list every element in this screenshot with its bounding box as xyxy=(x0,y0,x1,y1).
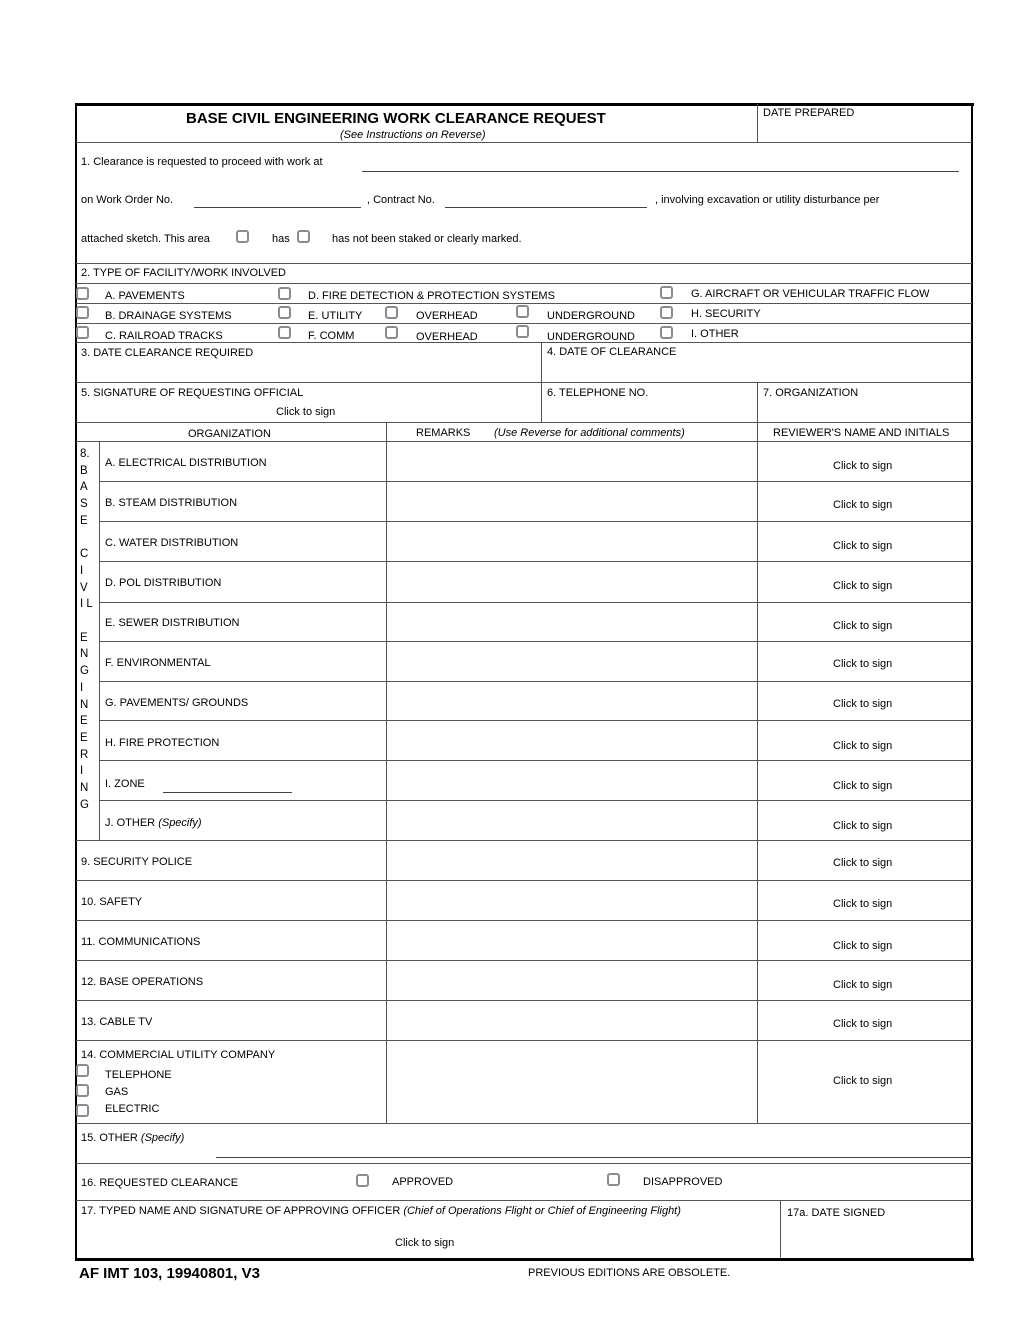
form-top-border xyxy=(75,103,974,106)
security-checkbox[interactable] xyxy=(660,306,673,319)
row-label-other xyxy=(105,818,202,829)
divider xyxy=(100,760,972,761)
divider xyxy=(76,960,972,961)
pavements-checkbox[interactable] xyxy=(76,287,89,300)
divider xyxy=(100,481,972,482)
comm-label: F. COMM xyxy=(308,330,355,342)
vertical-char: E xyxy=(80,514,88,527)
remarks-security-police[interactable] xyxy=(388,842,756,879)
remarks-cable-tv[interactable] xyxy=(388,1002,756,1039)
remarks-safety[interactable] xyxy=(388,882,756,919)
vertical-char: C xyxy=(80,548,89,561)
vertical-char: I xyxy=(80,564,84,577)
row-label-steam: B. STEAM DISTRIBUTION xyxy=(105,497,238,509)
row-label-electrical: A. ELECTRICAL DISTRIBUTION xyxy=(105,457,267,469)
divider xyxy=(76,1040,972,1041)
row-label-commercial-utility: 14. COMMERCIAL UTILITY COMPANY xyxy=(81,1049,276,1061)
divider xyxy=(757,382,758,422)
vertical-char: 8. xyxy=(80,448,90,460)
obsolete-notice: PREVIOUS EDITIONS ARE OBSOLETE. xyxy=(528,1267,731,1279)
sign-pol-button[interactable]: Click to sign xyxy=(833,580,893,592)
approving-officer-sign-button[interactable]: Click to sign xyxy=(395,1237,455,1249)
remarks-steam[interactable] xyxy=(388,483,756,520)
divider xyxy=(100,561,972,562)
sign-safety-button[interactable]: Click to sign xyxy=(833,898,893,910)
work-order-label: on Work Order No. xyxy=(81,194,174,206)
divider xyxy=(386,422,387,1123)
approved-label: APPROVED xyxy=(392,1176,454,1188)
vertical-char: G xyxy=(80,798,89,811)
form-title: BASE CIVIL ENGINEERING WORK CLEARANCE REQUEST xyxy=(186,110,606,127)
sketch-text: attached sketch. This area xyxy=(81,233,210,245)
divider xyxy=(76,920,972,921)
disapproved-label: DISAPPROVED xyxy=(643,1176,723,1188)
sign-fire-protection-button[interactable]: Click to sign xyxy=(833,740,893,752)
comm-checkbox[interactable] xyxy=(278,326,291,339)
utility-label: E. UTILITY xyxy=(308,310,363,322)
vertical-char: E xyxy=(80,715,88,728)
sign-steam-button[interactable]: Click to sign xyxy=(833,499,893,511)
approving-officer-label xyxy=(81,1206,681,1217)
divider xyxy=(76,422,972,423)
divider xyxy=(757,422,758,1123)
row-label-cable-tv: 13. CABLE TV xyxy=(81,1016,153,1028)
utility-checkbox[interactable] xyxy=(278,306,291,319)
col-remarks-note: (Use Reverse for additional comments) xyxy=(494,427,685,439)
sign-zone-button[interactable]: Click to sign xyxy=(833,780,893,792)
divider xyxy=(76,840,972,841)
sign-environmental-button[interactable]: Click to sign xyxy=(833,658,893,670)
fire-detection-checkbox[interactable] xyxy=(278,287,291,300)
sign-communications-button[interactable]: Click to sign xyxy=(833,940,893,952)
vertical-char: B xyxy=(80,464,88,477)
sign-security-police-button[interactable]: Click to sign xyxy=(833,857,893,869)
vertical-char: A xyxy=(80,481,88,494)
aircraft-traffic-checkbox[interactable] xyxy=(660,286,673,299)
date-prepared-field[interactable] xyxy=(758,120,970,140)
organization-field[interactable] xyxy=(759,402,970,422)
vertical-char: N xyxy=(80,648,89,661)
row-label-water: C. WATER DISTRIBUTION xyxy=(105,537,239,549)
drainage-label: B. DRAINAGE SYSTEMS xyxy=(105,310,232,322)
sign-other-button[interactable]: Click to sign xyxy=(833,820,893,832)
divider xyxy=(76,323,972,324)
electric-option-label: ELECTRIC xyxy=(105,1103,160,1115)
col-reviewer: REVIEWER'S NAME AND INITIALS xyxy=(773,427,950,439)
has-not-label: has not been staked or clearly marked. xyxy=(332,233,522,245)
other-specify-label xyxy=(81,1133,184,1144)
row-label-communications: 11. COMMUNICATIONS xyxy=(81,936,201,948)
remarks-pol[interactable] xyxy=(388,563,756,600)
sign-electrical-button[interactable]: Click to sign xyxy=(833,460,893,472)
has-label: has xyxy=(272,233,290,245)
vertical-char: E xyxy=(80,631,88,644)
zone-field[interactable] xyxy=(163,792,292,793)
divider xyxy=(76,263,972,264)
sign-commercial-utility-button[interactable]: Click to sign xyxy=(833,1075,893,1087)
approved-checkbox[interactable] xyxy=(356,1174,369,1187)
row-label-pol: D. POL DISTRIBUTION xyxy=(105,577,222,589)
telephone-label: 6. TELEPHONE NO. xyxy=(547,387,649,399)
requesting-signature-button[interactable]: Click to sign xyxy=(276,406,336,418)
gas-option-label: GAS xyxy=(105,1086,129,1098)
vertical-char: E xyxy=(80,731,88,744)
divider xyxy=(100,720,972,721)
other-facility-checkbox[interactable] xyxy=(660,326,673,339)
sign-water-button[interactable]: Click to sign xyxy=(833,540,893,552)
remarks-sewer[interactable] xyxy=(388,604,756,640)
other-specify-field[interactable] xyxy=(216,1157,972,1158)
remarks-commercial-utility[interactable] xyxy=(388,1042,756,1122)
divider xyxy=(76,283,972,284)
divider xyxy=(100,641,972,642)
section8-vertical-label xyxy=(80,446,98,813)
form-subtitle: (See Instructions on Reverse) xyxy=(340,129,486,141)
row-label-security-police: 9. SECURITY POLICE xyxy=(81,856,193,868)
remarks-zone[interactable] xyxy=(388,762,756,799)
remarks-communications[interactable] xyxy=(388,922,756,959)
area-checkbox-1[interactable] xyxy=(236,230,249,243)
vertical-char: R xyxy=(80,748,89,761)
date-of-clearance-field[interactable] xyxy=(543,362,971,382)
row-label-fire-protection: H. FIRE PROTECTION xyxy=(105,737,220,749)
vertical-char: I xyxy=(80,681,84,694)
row-label-base-operations: 12. BASE OPERATIONS xyxy=(81,976,204,988)
telephone-checkbox[interactable] xyxy=(76,1064,89,1077)
divider xyxy=(76,1123,972,1124)
divider xyxy=(76,382,972,383)
security-label: H. SECURITY xyxy=(691,308,761,320)
utility-underground-label: UNDERGROUND xyxy=(547,310,635,322)
vertical-char: N xyxy=(80,782,89,795)
divider xyxy=(76,1163,972,1164)
sign-cable-tv-button[interactable]: Click to sign xyxy=(833,1018,893,1030)
vertical-char: S xyxy=(80,498,88,511)
other-label-text: J. OTHER xyxy=(105,817,156,829)
remarks-other[interactable] xyxy=(388,802,756,839)
remarks-environmental[interactable] xyxy=(388,643,756,680)
remarks-pavements-grounds[interactable] xyxy=(388,683,756,720)
remarks-water[interactable] xyxy=(388,523,756,560)
section2-heading: 2. TYPE OF FACILITY/WORK INVOLVED xyxy=(81,267,286,279)
vertical-char: I xyxy=(80,765,84,778)
divider xyxy=(76,441,972,442)
other-facility-label: I. OTHER xyxy=(691,328,739,340)
aircraft-traffic-label: G. AIRCRAFT OR VEHICULAR TRAFFIC FLOW xyxy=(691,288,930,300)
vertical-char: I L xyxy=(80,598,93,611)
date-of-clearance-label: 4. DATE OF CLEARANCE xyxy=(547,346,677,358)
gas-checkbox[interactable] xyxy=(76,1084,89,1097)
date-required-field[interactable] xyxy=(77,362,539,382)
pavements-label: A. PAVEMENTS xyxy=(105,290,185,302)
divider xyxy=(100,521,972,522)
utility-underground-checkbox[interactable] xyxy=(516,305,529,318)
disapproved-checkbox[interactable] xyxy=(607,1173,620,1186)
divider xyxy=(76,303,972,304)
telephone-field[interactable] xyxy=(543,402,755,422)
involving-text: , involving excavation or utility disturbance per xyxy=(655,194,880,206)
row-label-environmental: F. ENVIRONMENTAL xyxy=(105,657,211,669)
divider xyxy=(76,880,972,881)
row-label-sewer: E. SEWER DISTRIBUTION xyxy=(105,617,240,629)
section17-note: (Chief of Operations Flight or Chief of Engineering Flight) xyxy=(403,1205,681,1217)
electric-checkbox[interactable] xyxy=(76,1104,89,1117)
requested-clearance-label: 16. REQUESTED CLEARANCE xyxy=(81,1177,239,1189)
sign-sewer-button[interactable]: Click to sign xyxy=(833,620,893,632)
vertical-char: G xyxy=(80,665,89,678)
date-signed-label: 17a. DATE SIGNED xyxy=(787,1207,886,1219)
row-label-safety: 10. SAFETY xyxy=(81,896,143,908)
divider xyxy=(100,800,972,801)
section15-label-text: 15. OTHER xyxy=(81,1132,138,1144)
comm-overhead-label: OVERHEAD xyxy=(416,331,478,343)
row-label-pavements-grounds: G. PAVEMENTS/ GROUNDS xyxy=(105,697,249,709)
remarks-electrical[interactable] xyxy=(388,443,756,480)
comm-underground-checkbox[interactable] xyxy=(516,325,529,338)
utility-overhead-checkbox[interactable] xyxy=(385,306,398,319)
sign-base-operations-button[interactable]: Click to sign xyxy=(833,979,893,991)
has-checkbox[interactable] xyxy=(297,230,310,243)
divider xyxy=(76,342,972,343)
fire-detection-label: D. FIRE DETECTION & PROTECTION SYSTEMS xyxy=(308,290,555,302)
vertical-char xyxy=(80,613,96,630)
organization-label: 7. ORGANIZATION xyxy=(763,387,859,399)
utility-overhead-label: OVERHEAD xyxy=(416,310,478,322)
work-location-field[interactable] xyxy=(362,171,959,172)
form-id: AF IMT 103, 19940801, V3 xyxy=(79,1265,260,1282)
form-bottom-border xyxy=(75,1258,974,1261)
contract-field[interactable] xyxy=(445,207,647,208)
date-signed-field[interactable] xyxy=(782,1222,970,1256)
col-organization: ORGANIZATION xyxy=(188,428,271,440)
drainage-checkbox[interactable] xyxy=(76,306,89,319)
remarks-base-operations[interactable] xyxy=(388,962,756,999)
vertical-char xyxy=(80,530,96,547)
divider xyxy=(76,1000,972,1001)
other-label-note: (Specify) xyxy=(158,817,202,829)
work-order-field[interactable] xyxy=(194,207,361,208)
section17-label-text: 17. TYPED NAME AND SIGNATURE OF APPROVING OFFICER xyxy=(81,1205,401,1217)
signature-requesting-label: 5. SIGNATURE OF REQUESTING OFFICIAL xyxy=(81,387,304,399)
divider xyxy=(100,681,972,682)
divider xyxy=(100,602,972,603)
divider xyxy=(780,1200,781,1258)
vertical-char: V xyxy=(80,581,88,594)
remarks-fire-protection[interactable] xyxy=(388,722,756,759)
contract-label: , Contract No. xyxy=(367,194,435,206)
form-right-border xyxy=(971,103,973,1261)
col-remarks: REMARKS xyxy=(416,427,471,439)
comm-underground-label: UNDERGROUND xyxy=(547,331,635,343)
section15-note: (Specify) xyxy=(140,1132,185,1144)
telephone-option-label: TELEPHONE xyxy=(105,1069,172,1081)
divider xyxy=(76,1200,972,1201)
divider xyxy=(76,142,972,143)
section1-text: 1. Clearance is requested to proceed with work at xyxy=(81,156,323,168)
railroad-checkbox[interactable] xyxy=(76,326,89,339)
comm-overhead-checkbox[interactable] xyxy=(385,326,398,339)
date-required-label: 3. DATE CLEARANCE REQUIRED xyxy=(81,347,254,359)
row-label-zone: I. ZONE xyxy=(105,778,145,790)
sign-pavements-grounds-button[interactable]: Click to sign xyxy=(833,698,893,710)
vertical-char: N xyxy=(80,698,89,711)
railroad-label: C. RAILROAD TRACKS xyxy=(105,330,223,342)
date-prepared-label: DATE PREPARED xyxy=(763,107,855,119)
